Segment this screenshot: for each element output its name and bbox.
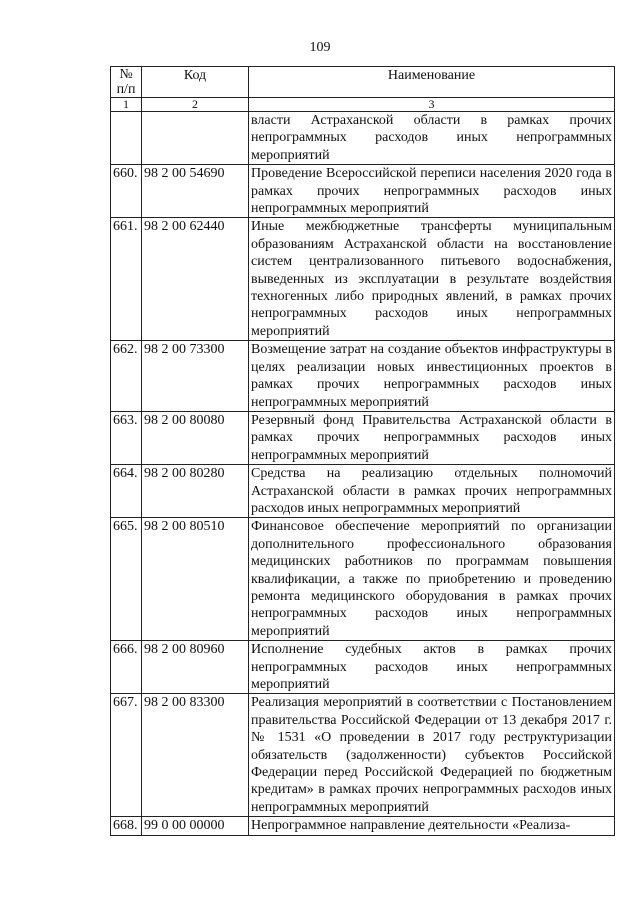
- row-number: 665.: [111, 518, 142, 641]
- row-number: 660.: [111, 165, 142, 218]
- header-code: Код: [142, 67, 249, 98]
- budget-classification-table: [110, 66, 615, 836]
- table-row: [111, 112, 615, 165]
- row-code: 98 2 00 62440: [142, 218, 249, 341]
- header-number: [111, 67, 142, 98]
- row-name: Реализация мероприятий в соответствии с Постановлением правительства Российской Федерации от 13 декабря 2017 г. № 1531 «О проведении в 2017 году реструктуризации обязательств (задолженности) субъектов Российской Федерации перед Российской Федерацией по бюджетным кредитам» в рамках прочих непрограммных расходов иных непрограммных мероприятий: [249, 694, 615, 817]
- subheader-col-3: 3: [249, 98, 615, 112]
- row-name: Резервный фонд Правительства Астраханской области в рамках прочих непрограммных расходов иных непрограммных мероприятий: [249, 411, 615, 464]
- row-name: Иные межбюджетные трансферты муниципальным образованиям Астраханской области на восстановление систем централизованного питьевого водоснабжения, выведенных из эксплуатации в результате воздействия техногенных либо природных явлений, в рамках прочих непрограммных расходов иных непрограммных мероприятий: [249, 218, 615, 341]
- table-row: [111, 641, 615, 694]
- row-number: 668.: [111, 817, 142, 835]
- row-number: [111, 112, 142, 165]
- row-code: 98 2 00 80510: [142, 518, 249, 641]
- row-code: 98 2 00 80080: [142, 411, 249, 464]
- row-code: 98 2 00 80960: [142, 641, 249, 694]
- row-number: 663.: [111, 411, 142, 464]
- table-row: [111, 218, 615, 341]
- row-number: 664.: [111, 465, 142, 518]
- row-name: Непрограммное направление деятельности «Реализа-: [249, 817, 615, 835]
- row-name: Возмещение затрат на создание объектов инфраструктуры в целях реализации новых инвестиционных проектов в рамках прочих непрограммных расходов иных непрограммных мероприятий: [249, 341, 615, 412]
- row-name: Проведение Всероссийской переписи населения 2020 года в рамках прочих непрограммных расходов иных непрограммных мероприятий: [249, 165, 615, 218]
- table-subheader-row: [111, 98, 615, 112]
- row-number: 661.: [111, 218, 142, 341]
- header-name: Наименование: [249, 67, 615, 98]
- table-header-row: [111, 67, 615, 98]
- row-code: 98 2 00 54690: [142, 165, 249, 218]
- row-code: 98 2 00 73300: [142, 341, 249, 412]
- table-row: [111, 465, 615, 518]
- row-code: 98 2 00 80280: [142, 465, 249, 518]
- subheader-col-1: 1: [111, 98, 142, 112]
- table-row: [111, 518, 615, 641]
- row-name: власти Астраханской области в рамках прочих непрограммных расходов иных непрограммных мероприятий: [249, 112, 615, 165]
- row-name: Средства на реализацию отдельных полномочий Астраханской области в рамках прочих непрограммных расходов иных непрограммных мероприятий: [249, 465, 615, 518]
- row-code: [142, 112, 249, 165]
- header-number-symbol: №: [119, 67, 133, 82]
- table-row: [111, 165, 615, 218]
- row-name: Исполнение судебных актов в рамках прочих непрограммных расходов иных непрограммных мероприятий: [249, 641, 615, 694]
- row-code: 99 0 00 00000: [142, 817, 249, 835]
- row-number: 666.: [111, 641, 142, 694]
- header-number-abbr: п/п: [116, 82, 136, 97]
- table-row: [111, 694, 615, 817]
- page-number: 109: [309, 40, 331, 55]
- row-number: 662.: [111, 341, 142, 412]
- table-row: [111, 411, 615, 464]
- table-row: [111, 341, 615, 412]
- row-code: 98 2 00 83300: [142, 694, 249, 817]
- row-name: Финансовое обеспечение мероприятий по организации дополнительного профессионального образования медицинских работников по программам повышения квалификации, а также по приобретению и проведению ремонта медицинского оборудования в рамках прочих непрограммных расходов иных непрограммных мероприятий: [249, 518, 615, 641]
- row-number: 667.: [111, 694, 142, 817]
- subheader-col-2: 2: [142, 98, 249, 112]
- table-row: [111, 817, 615, 835]
